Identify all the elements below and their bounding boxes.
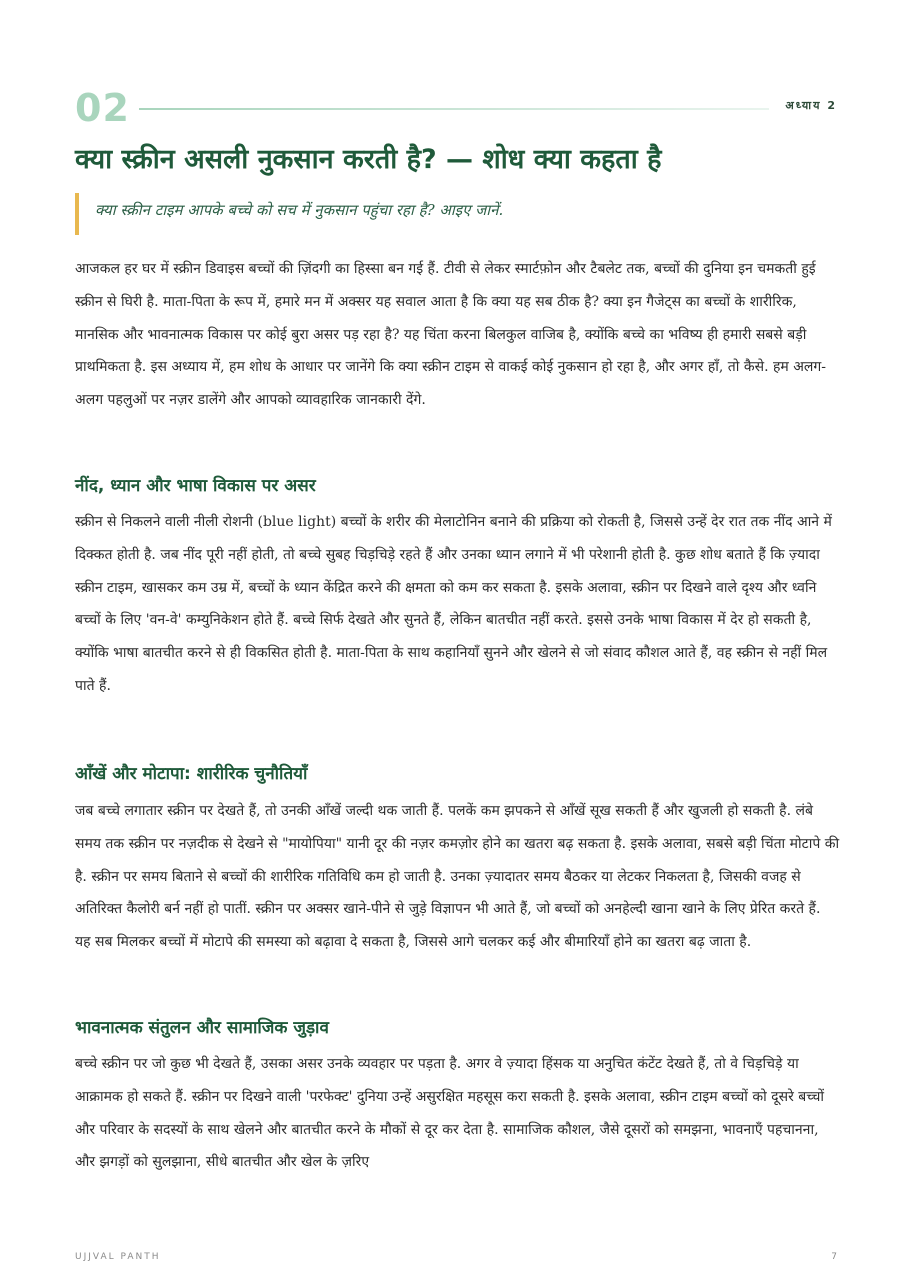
footer-page-number: 7 bbox=[831, 1252, 837, 1262]
section-heading-sleep: नींद, ध्यान और भाषा विकास पर असर bbox=[75, 476, 316, 496]
chapter-number: 02 bbox=[75, 86, 130, 130]
page-subtitle: क्या स्क्रीन टाइम आपके बच्चे को सच में नुकसान पहुंचा रहा है? आइए जानें. bbox=[95, 201, 504, 219]
section-heading-eyes: आँखें और मोटापा: शारीरिक चुनौतियाँ bbox=[75, 764, 308, 784]
chapter-label: अध्याय 2 bbox=[785, 99, 837, 112]
section-body-emotional: बच्चे स्क्रीन पर जो कुछ भी देखते हैं, उसका असर उनके व्यवहार पर पड़ता है. अगर वे ज़्यादा हिंसक या अनुचित कंटेंट देखते हैं, तो वे चिड़चिड़े या आक्रामक हो सकते हैं. स्क्रीन पर दिखने वाली 'परफेक्ट' दुनिया उन्हें असुरक्षित महसूस करा सकती है. इसके अलावा, स्क्रीन टाइम बच्चों को दूसरे बच्चों और परिवार के सदस्यों के साथ खेलने और बातचीत करने के मौकों से दूर कर देता है. सामाजिक कौशल, जैसे दूसरों को समझना, भावनाएँ पहचानना, और झगड़ों को सुलझाना, सीधे बातचीत और खेल के ज़रिए bbox=[75, 1056, 825, 1171]
chapter-header bbox=[75, 86, 837, 130]
subtitle-accent-bar bbox=[75, 193, 79, 235]
intro-paragraph: आजकल हर घर में स्क्रीन डिवाइस बच्चों की ज़िंदगी का हिस्सा बन गई हैं. टीवी से लेकर स्मार्टफ़ोन और टैबलेट तक, बच्चों की दुनिया इन चमकती हुई स्क्रीन से घिरी है. माता-पिता के रूप में, हमारे मन में अक्सर यह सवाल आता है कि क्या यह सब ठीक है? क्या इन गैजेट्स का बच्चों के शारीरिक, मानसिक और भावनात्मक विकास पर कोई बुरा असर पड़ रहा है? यह चिंता करना बिलकुल वाजिब है, क्योंकि बच्चे का भविष्य ही हमारी सबसे बड़ी प्राथमिकता है. इस अध्याय में, हम शोध के आधार पर जानेंगे कि क्या स्क्रीन टाइम से वाकई कोई नुकसान हो रहा है, और अगर हाँ, तो कैसे. हम अलग-अलग पहलुओं पर नज़र डालेंगे और आपको व्यावहारिक जानकारी देंगे. bbox=[75, 261, 827, 409]
header-divider bbox=[139, 108, 769, 110]
page-title: क्या स्क्रीन असली नुकसान करती है? — शोध क्या कहता है bbox=[75, 144, 662, 175]
section-body-sleep: स्क्रीन से निकलने वाली नीली रोशनी (blue light) बच्चों के शरीर की मेलाटोनिन बनाने की प्रक्रिया को रोकती है, जिससे उन्हें देर रात तक नींद आने में दिक्कत होती है. जब नींद पूरी नहीं होती, तो बच्चे सुबह चिड़चिड़े रहते हैं और उनका ध्यान लगाने में भी परेशानी होती है. कुछ शोध बताते हैं कि ज़्यादा स्क्रीन टाइम, खासकर कम उम्र में, बच्चों के ध्यान केंद्रित करने की क्षमता को कम कर सकता है. इसके अलावा, स्क्रीन पर दिखने वाले दृश्य और ध्वनि बच्चों के लिए 'वन-वे' कम्युनिकेशन होते हैं. बच्चे सिर्फ देखते और सुनते हैं, लेकिन बातचीत नहीं करते. इससे उनके भाषा विकास में देर हो सकती है, क्योंकि भाषा बातचीत करने से ही विकसित होती है. माता-पिता के साथ कहानियाँ सुनने और खेलने से जो संवाद कौशल आते हैं, वह स्क्रीन से नहीं मिल पाते हैं. bbox=[75, 514, 832, 694]
section-body-eyes: जब बच्चे लगातार स्क्रीन पर देखते हैं, तो उनकी आँखें जल्दी थक जाती हैं. पलकें कम झपकने से आँखें सूख सकती हैं और खुजली हो सकती है. लंबे समय तक स्क्रीन पर नज़दीक से देखने से "मायोपिया" यानी दूर की नज़र कमज़ोर होने का खतरा बढ़ सकता है. इसके अलावा, सबसे बड़ी चिंता मोटापे की है. स्क्रीन पर समय बिताने से बच्चों की शारीरिक गतिविधि कम हो जाती है. उनका ज़्यादातर समय बैठकर या लेटकर निकलता है, जिसकी वजह से अतिरिक्त कैलोरी बर्न नहीं हो पातीं. स्क्रीन पर अक्सर खाने-पीने से जुड़े विज्ञापन भी आते हैं, जो बच्चों को अनहेल्दी खाना खाने के लिए प्रेरित करते हैं. यह सब मिलकर बच्चों में मोटापे की समस्या को बढ़ावा दे सकता है, जिससे आगे चलकर कई और बीमारियाँ होने का खतरा बढ़ जाता है. bbox=[75, 803, 840, 951]
footer-author: UJJVAL PANTH bbox=[75, 1252, 161, 1262]
section-heading-emotional: भावनात्मक संतुलन और सामाजिक जुड़ाव bbox=[75, 1018, 329, 1038]
